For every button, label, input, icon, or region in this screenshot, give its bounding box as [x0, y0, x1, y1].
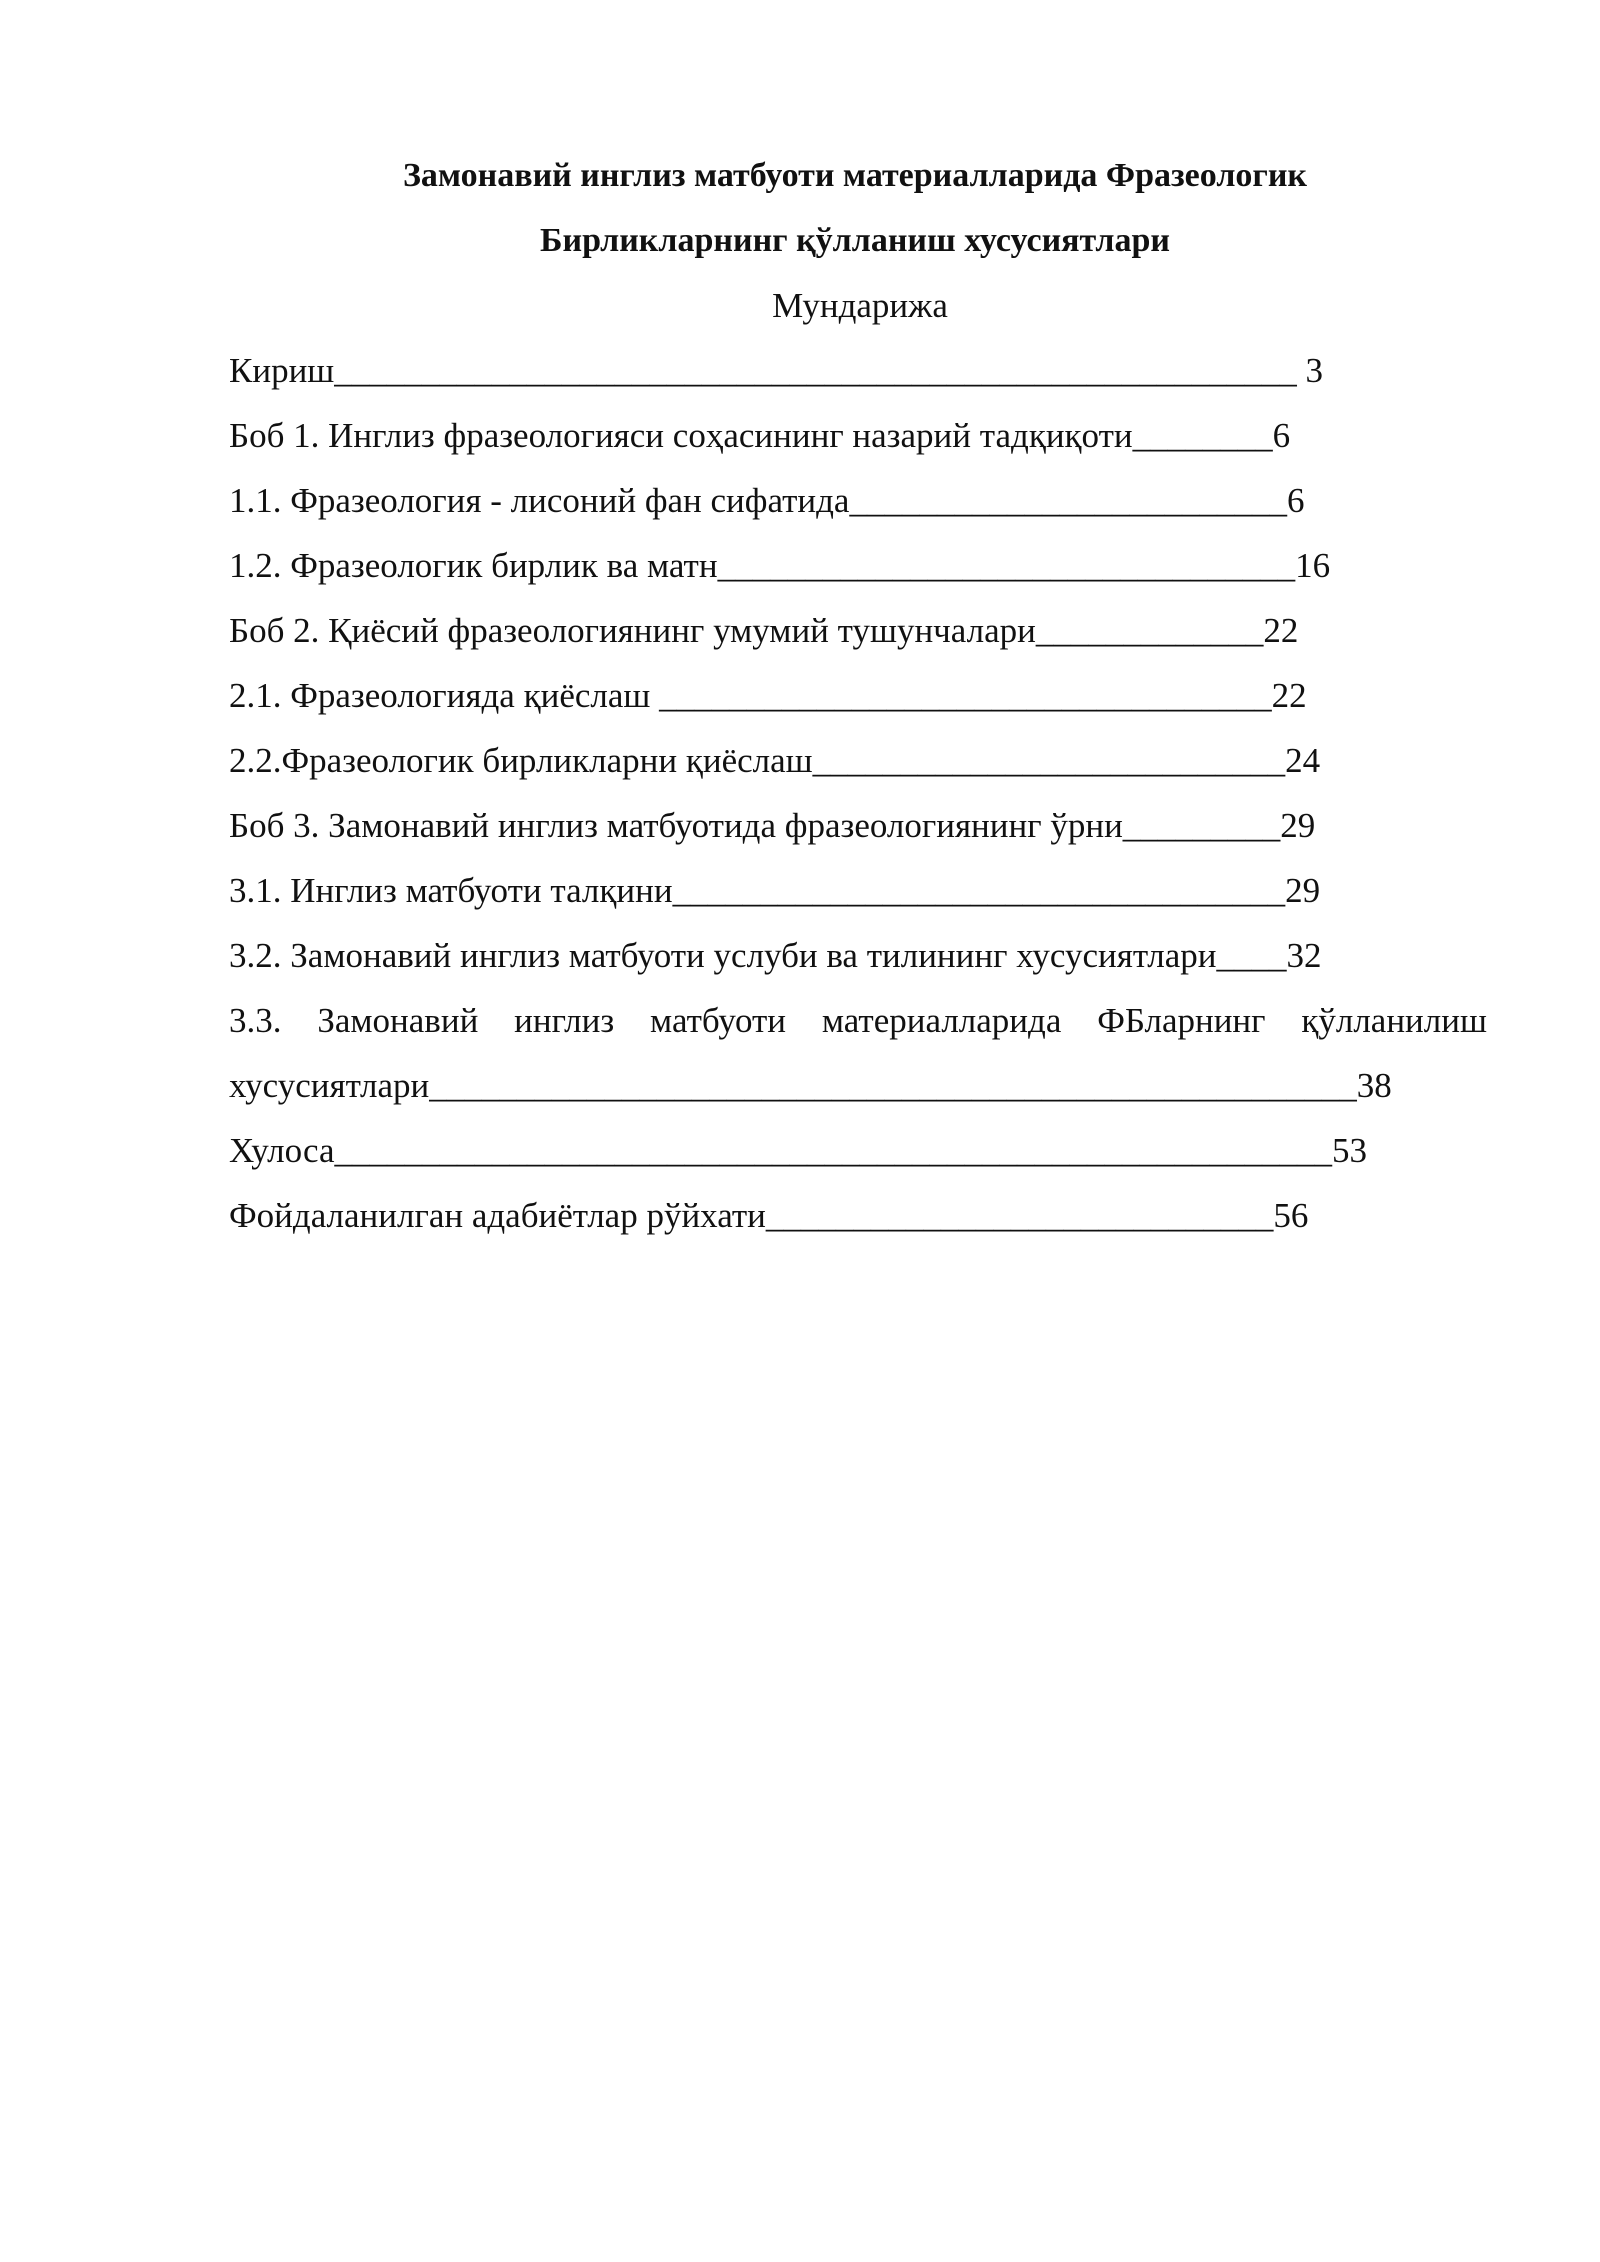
toc-entry: хусусиятлари_____________________________________________________38: [229, 1066, 1392, 1105]
document-title-line-1: Замонавий инглиз матбуоти материалларида Фразеологик: [402, 157, 1308, 194]
toc-entry: Боб 1. Инглиз фразеологияси соҳасининг назарий тадқиқоти________6: [229, 416, 1291, 455]
toc-word: 3.3.: [229, 1001, 282, 1040]
toc-entry-justified: [229, 1001, 1487, 1041]
toc-entry: 3.2. Замонавий инглиз матбуоти услуби ва тилининг хусусиятлари____32: [229, 936, 1322, 975]
document-title-line-2: Бирликларнинг қўлланиш хусусиятлари: [540, 222, 1170, 259]
toc-entry: Фойдаланилган адабиётлар рўйхати_____________________________56: [229, 1196, 1309, 1235]
toc-word: матбуоти: [650, 1001, 787, 1040]
toc-entry: 1.1. Фразеология - лисоний фан сифатида_________________________6: [229, 481, 1305, 520]
contents-heading: Мундарижа: [772, 286, 948, 325]
toc-entry: 3.1. Инглиз матбуоти талқини___________________________________29: [229, 871, 1321, 910]
toc-word: қўлланилиш: [1301, 1001, 1487, 1040]
toc-entry: 2.2.Фразеологик бирликларни қиёслаш___________________________24: [229, 741, 1321, 780]
toc-word: материалларида: [821, 1001, 1062, 1040]
toc-entry: 1.2. Фразеологик бирлик ва матн_________________________________16: [229, 546, 1331, 585]
toc-entry: Кириш_______________________________________________________ 3: [229, 351, 1324, 390]
toc-word: инглиз: [514, 1001, 615, 1040]
toc-entry: Хулоса_________________________________________________________53: [229, 1131, 1367, 1170]
toc-word: ФБларнинг: [1097, 1001, 1266, 1040]
toc-entry: Боб 3. Замонавий инглиз матбуотида фразеологиянинг ўрни_________29: [229, 806, 1316, 845]
toc-entry: Боб 2. Қиёсий фразеологиянинг умумий тушунчалари_____________22: [229, 611, 1299, 650]
toc-word: Замонавий: [317, 1001, 479, 1040]
toc-entry: 2.1. Фразеологияда қиёслаш ___________________________________22: [229, 676, 1307, 715]
